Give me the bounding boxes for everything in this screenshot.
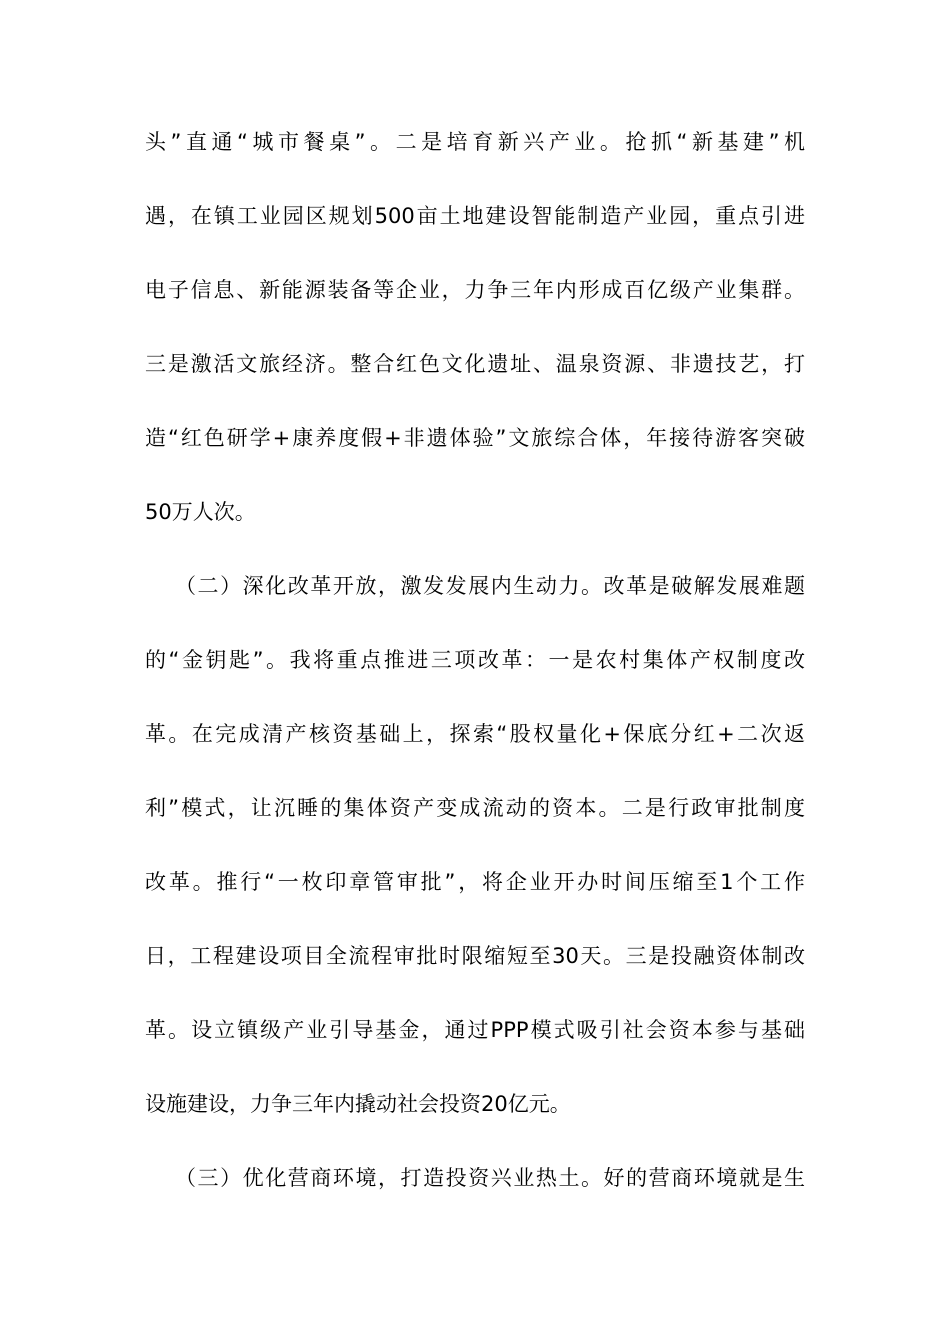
text-line: 50万人次。 [145, 500, 256, 524]
paragraph [145, 1141, 805, 1215]
paragraph [145, 549, 805, 1141]
text-line: 三是激活文旅经济。整合红色文化遗址、温泉资源、非遗技艺，打 [145, 352, 805, 376]
text-line: 电子信息、新能源装备等企业，力争三年内形成百亿级产业集群。 [145, 278, 805, 302]
text-line: 利”模式，让沉睡的集体资产变成流动的资本。二是行政审批制度 [145, 796, 805, 820]
text-line: 日，工程建设项目全流程审批时限缩短至30天。三是投融资体制改 [145, 944, 805, 968]
text-line: 设施建设，力争三年内撬动社会投资20亿元。 [145, 1092, 571, 1116]
text-line: （二）深化改革开放，激发发展内生动力。改革是破解发展难题 [175, 574, 805, 598]
text-line: 革。设立镇级产业引导基金，通过PPP模式吸引社会资本参与基础 [145, 1018, 805, 1042]
text-line: 遇，在镇工业园区规划500亩土地建设智能制造产业园，重点引进 [145, 204, 805, 228]
paragraph [145, 105, 805, 549]
text-line: 造“红色研学+康养度假+非遗体验”文旅综合体，年接待游客突破 [145, 426, 805, 450]
text-line: 改革。推行“一枚印章管审批”，将企业开办时间压缩至1个工作 [145, 870, 805, 894]
text-line: 革。在完成清产核资基础上，探索“股权量化+保底分红+二次返 [145, 722, 805, 746]
text-line: 头”直通“城市餐桌”。二是培育新兴产业。抢抓“新基建”机 [145, 130, 805, 154]
document-page [145, 105, 805, 1215]
text-line: （三）优化营商环境，打造投资兴业热土。好的营商环境就是生 [175, 1166, 805, 1190]
text-line: 的“金钥匙”。我将重点推进三项改革：一是农村集体产权制度改 [145, 648, 805, 672]
